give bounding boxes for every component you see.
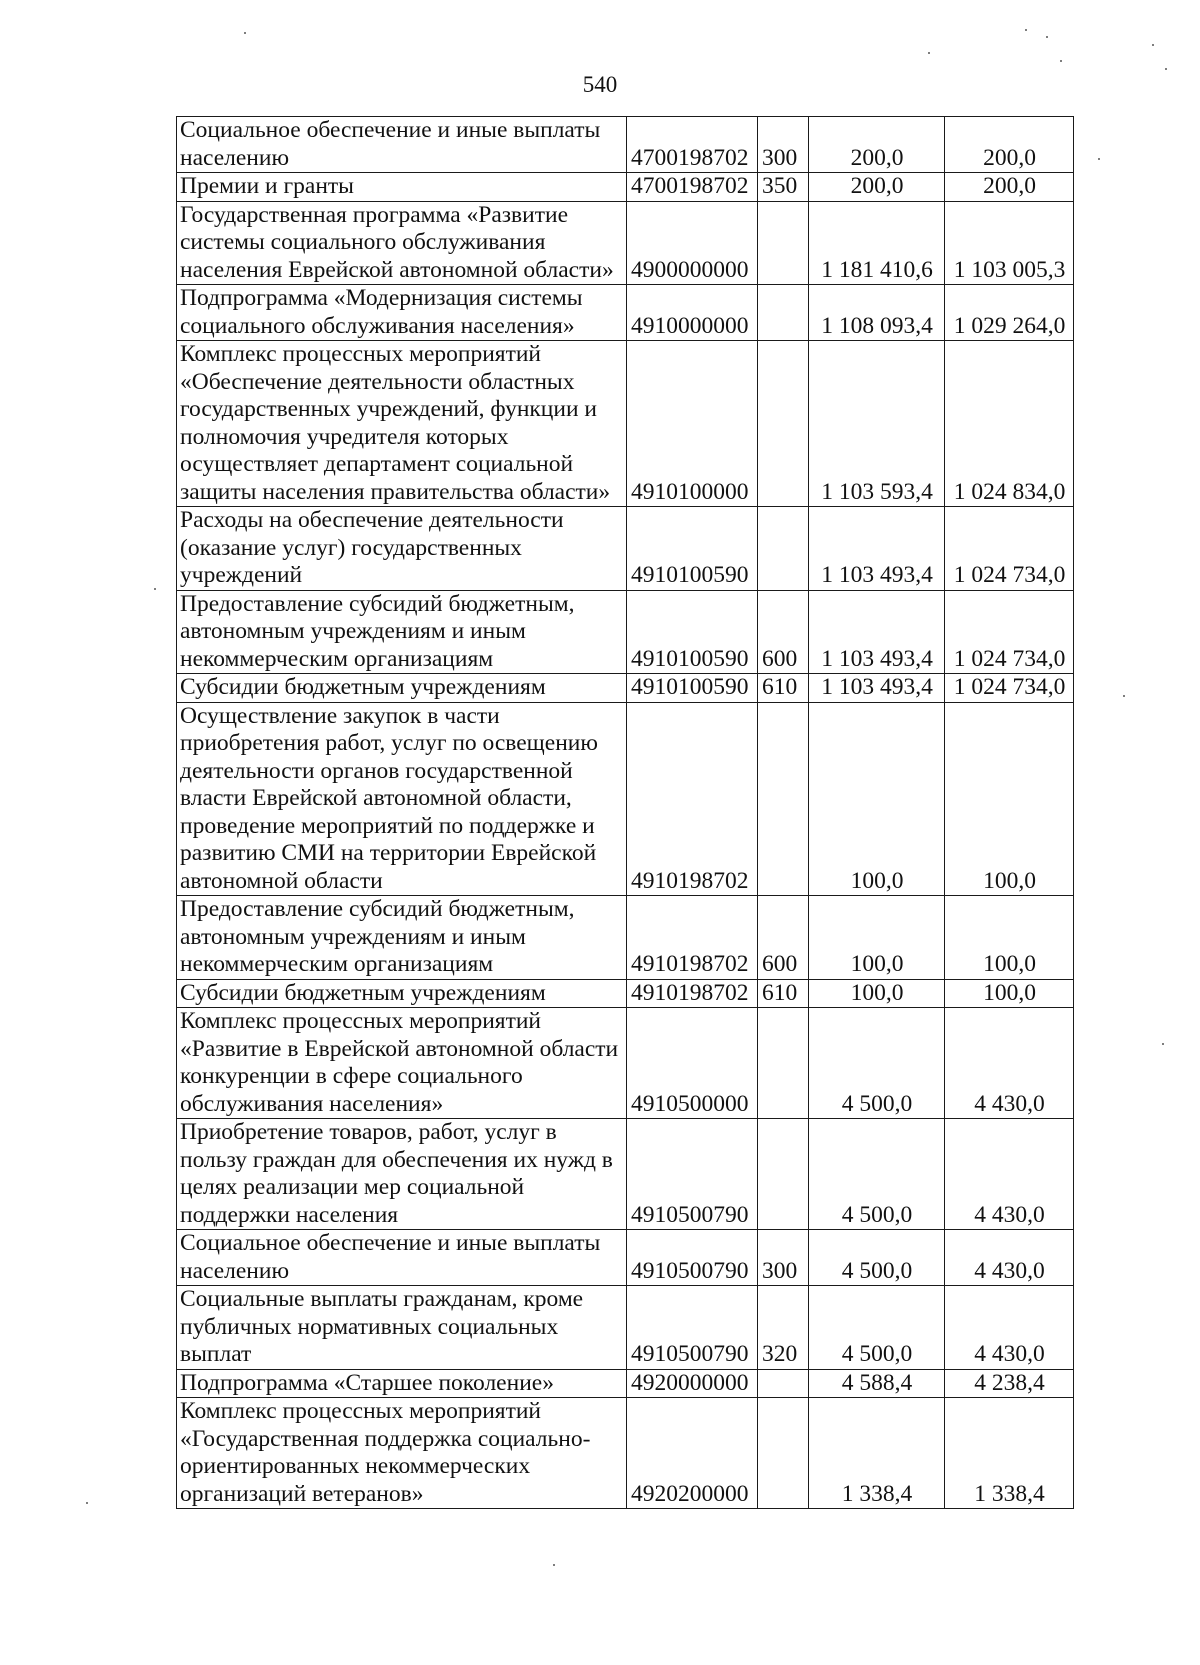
row-amount-year1: 4 500,0: [809, 1119, 945, 1230]
row-amount-year2: 1 024 734,0: [945, 590, 1074, 674]
row-expense-type: 610: [758, 674, 809, 703]
row-csr-code: 4910000000: [627, 285, 758, 341]
row-csr-code: 4700198702: [627, 117, 758, 173]
table-row: [177, 674, 1074, 703]
table-row: [177, 507, 1074, 591]
row-expense-type: [758, 341, 809, 507]
page-number: 540: [582, 72, 618, 97]
row-amount-year2: 100,0: [945, 702, 1074, 896]
row-expense-type: 600: [758, 590, 809, 674]
table-row: [177, 341, 1074, 507]
scan-speck: [928, 52, 930, 54]
row-name: Предоставление субсидий бюджетным, автономным учреждениям и иным некоммерческим организациям: [177, 896, 627, 980]
scan-speck: [553, 1564, 555, 1566]
row-expense-type: 320: [758, 1286, 809, 1370]
scan-speck: [1098, 158, 1100, 160]
scan-speck: [1152, 44, 1154, 46]
row-csr-code: 4910100000: [627, 341, 758, 507]
table-row: [177, 896, 1074, 980]
row-amount-year1: 4 500,0: [809, 1230, 945, 1286]
row-name: Подпрограмма «Модернизация системы социального обслуживания населения»: [177, 285, 627, 341]
scan-speck: [1060, 60, 1062, 62]
row-csr-code: 4910198702: [627, 896, 758, 980]
table-row: [177, 285, 1074, 341]
row-expense-type: [758, 702, 809, 896]
table-row: [177, 1398, 1074, 1509]
row-amount-year2: 1 338,4: [945, 1398, 1074, 1509]
row-amount-year1: 200,0: [809, 117, 945, 173]
row-amount-year1: 200,0: [809, 173, 945, 202]
row-name: Социальное обеспечение и иные выплаты населению: [177, 1230, 627, 1286]
row-name: Социальное обеспечение и иные выплаты населению: [177, 117, 627, 173]
row-amount-year1: 4 500,0: [809, 1008, 945, 1119]
row-name: Государственная программа «Развитие системы социального обслуживания населения Еврейской автономной области»: [177, 201, 627, 285]
row-name: Расходы на обеспечение деятельности (оказание услуг) государственных учреждений: [177, 507, 627, 591]
row-amount-year2: 4 238,4: [945, 1369, 1074, 1398]
row-expense-type: [758, 1119, 809, 1230]
table-body: [177, 117, 1074, 1509]
row-expense-type: 610: [758, 979, 809, 1008]
row-amount-year1: 4 588,4: [809, 1369, 945, 1398]
table-row: [177, 979, 1074, 1008]
row-name: Субсидии бюджетным учреждениям: [177, 979, 627, 1008]
row-amount-year2: 1 029 264,0: [945, 285, 1074, 341]
row-expense-type: [758, 1008, 809, 1119]
row-amount-year2: 200,0: [945, 117, 1074, 173]
row-amount-year2: 4 430,0: [945, 1286, 1074, 1370]
row-csr-code: 4910100590: [627, 507, 758, 591]
budget-table: [176, 116, 1074, 1509]
row-amount-year2: 200,0: [945, 173, 1074, 202]
table-row: [177, 117, 1074, 173]
row-expense-type: [758, 1398, 809, 1509]
row-amount-year2: 4 430,0: [945, 1230, 1074, 1286]
row-name: Осуществление закупок в части приобретения работ, услуг по освещению деятельности органов государственной власти Еврейской автономной области, проведение мероприятий по поддержке и развитию СМИ на территории Еврейской автономной области: [177, 702, 627, 896]
row-amount-year2: 1 103 005,3: [945, 201, 1074, 285]
row-amount-year2: 100,0: [945, 979, 1074, 1008]
row-amount-year1: 1 103 493,4: [809, 674, 945, 703]
scan-speck: [244, 32, 246, 34]
row-name: Предоставление субсидий бюджетным, автономным учреждениям и иным некоммерческим организациям: [177, 590, 627, 674]
row-amount-year1: 1 181 410,6: [809, 201, 945, 285]
row-expense-type: [758, 201, 809, 285]
row-expense-type: [758, 1369, 809, 1398]
row-name: Подпрограмма «Старшее поколение»: [177, 1369, 627, 1398]
row-csr-code: 4910500790: [627, 1286, 758, 1370]
row-csr-code: 4920000000: [627, 1369, 758, 1398]
row-amount-year1: 4 500,0: [809, 1286, 945, 1370]
scan-speck: [1025, 29, 1027, 31]
row-amount-year2: 1 024 834,0: [945, 341, 1074, 507]
row-csr-code: 4900000000: [627, 201, 758, 285]
row-amount-year2: 4 430,0: [945, 1008, 1074, 1119]
scan-speck: [1162, 1043, 1164, 1045]
row-name: Приобретение товаров, работ, услуг в пользу граждан для обеспечения их нужд в целях реализации мер социальной поддержки населения: [177, 1119, 627, 1230]
row-csr-code: 4910100590: [627, 590, 758, 674]
row-amount-year1: 100,0: [809, 702, 945, 896]
table-row: [177, 702, 1074, 896]
table-row: [177, 1119, 1074, 1230]
table-row: [177, 1286, 1074, 1370]
scan-speck: [1165, 68, 1167, 70]
table-row: [177, 1230, 1074, 1286]
table-row: [177, 173, 1074, 202]
row-amount-year1: 1 108 093,4: [809, 285, 945, 341]
row-amount-year1: 1 103 493,4: [809, 507, 945, 591]
scan-speck: [86, 1502, 88, 1504]
row-expense-type: 300: [758, 117, 809, 173]
row-csr-code: 4910198702: [627, 702, 758, 896]
table-row: [177, 1369, 1074, 1398]
row-csr-code: 4910500000: [627, 1008, 758, 1119]
row-amount-year2: 4 430,0: [945, 1119, 1074, 1230]
row-amount-year1: 100,0: [809, 896, 945, 980]
table-row: [177, 590, 1074, 674]
row-csr-code: 4700198702: [627, 173, 758, 202]
row-csr-code: 4910100590: [627, 674, 758, 703]
scan-speck: [154, 588, 156, 590]
row-name: Комплекс процессных мероприятий «Развитие в Еврейской автономной области конкуренции в сфере социального обслуживания населения»: [177, 1008, 627, 1119]
row-expense-type: 350: [758, 173, 809, 202]
row-expense-type: [758, 507, 809, 591]
row-name: Комплекс процессных мероприятий «Государственная поддержка социально-ориентированных некоммерческих организаций ветеранов»: [177, 1398, 627, 1509]
row-csr-code: 4920200000: [627, 1398, 758, 1509]
row-expense-type: 600: [758, 896, 809, 980]
row-name: Субсидии бюджетным учреждениям: [177, 674, 627, 703]
row-amount-year2: 100,0: [945, 896, 1074, 980]
row-expense-type: 300: [758, 1230, 809, 1286]
row-csr-code: 4910500790: [627, 1119, 758, 1230]
table-row: [177, 201, 1074, 285]
row-csr-code: 4910500790: [627, 1230, 758, 1286]
row-amount-year1: 100,0: [809, 979, 945, 1008]
scan-speck: [1123, 695, 1125, 697]
scan-speck: [1046, 36, 1048, 38]
table-row: [177, 1008, 1074, 1119]
row-expense-type: [758, 285, 809, 341]
row-amount-year1: 1 103 593,4: [809, 341, 945, 507]
row-amount-year1: 1 338,4: [809, 1398, 945, 1509]
row-amount-year1: 1 103 493,4: [809, 590, 945, 674]
row-amount-year2: 1 024 734,0: [945, 507, 1074, 591]
row-name: Комплекс процессных мероприятий «Обеспечение деятельности областных государственных учреждений, функции и полномочия учредителя которых осуществляет департамент социальной защиты населения правительства области»: [177, 341, 627, 507]
row-name: Премии и гранты: [177, 173, 627, 202]
row-name: Социальные выплаты гражданам, кроме публичных нормативных социальных выплат: [177, 1286, 627, 1370]
row-csr-code: 4910198702: [627, 979, 758, 1008]
row-amount-year2: 1 024 734,0: [945, 674, 1074, 703]
